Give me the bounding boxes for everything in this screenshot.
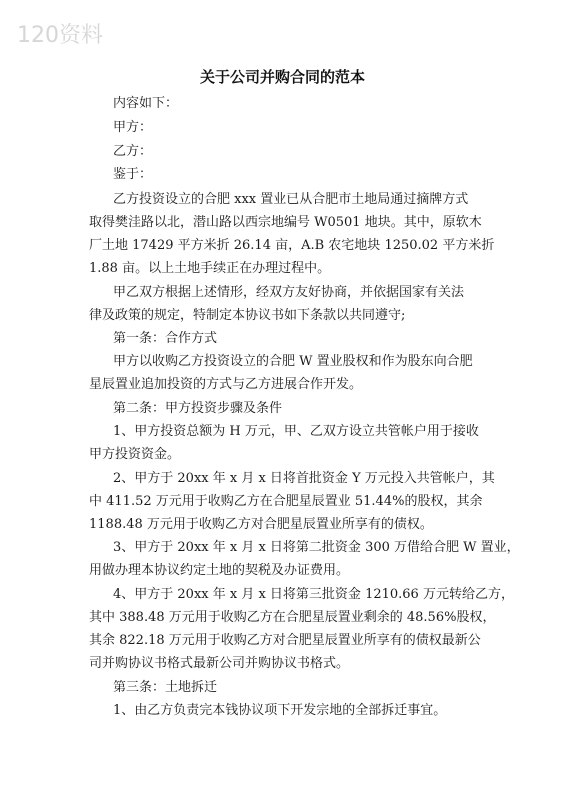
paragraph-line: 甲方以收购乙方投资设立的合肥 W 置业股权和作为股东向合肥 xyxy=(113,354,473,369)
paragraph-line: 1、由乙方负责完本钱协议项下开发宗地的全部拆迁事宜。 xyxy=(113,703,447,718)
paragraph-line: 1.88 亩。以上土地手续正在办理过程中。 xyxy=(89,261,331,276)
article-heading: 第三条：土地拆迁 xyxy=(113,680,218,695)
paragraph-line: 1、甲方投资总额为 H 万元，甲、乙双方设立共管帐户用于接收 xyxy=(113,424,479,439)
paragraph-line: 乙方投资设立的合肥 xxx 置业已从合肥市土地局通过摘牌方式 xyxy=(113,192,469,207)
paragraph-line: 4、甲方于 20xx 年 x 月 x 日将第三批资金 1210.66 万元转给乙方， xyxy=(113,587,514,602)
paragraph-line: 中 411.52 万元用于收购乙方在合肥星辰置业 51.44%的股权，其余 xyxy=(89,494,483,509)
intro-line: 内容如下： xyxy=(113,96,179,111)
paragraph-line: 3、甲方于 20xx 年 x 月 x 日将第二批资金 300 万借给合肥 W 置业， xyxy=(113,540,520,555)
paragraph-line: 1188.48 万元用于收购乙方对合肥星辰置业所享有的债权。 xyxy=(89,517,433,532)
document-title: 关于公司并购合同的范本 xyxy=(199,68,365,86)
paragraph-line: 甲乙双方根据上述情形，经双方友好协商，并依据国家有关法 xyxy=(113,285,465,300)
party-b-line: 乙方： xyxy=(113,144,153,159)
paragraph-line: 厂土地 17429 平方米折 26.14 亩，A.B 农宅地块 1250.02 平方米折 xyxy=(89,238,495,253)
paragraph-line: 甲方投资资金。 xyxy=(89,447,181,462)
watermark-logo: 120资料 xyxy=(17,23,103,48)
article-heading: 第二条：甲方投资步骤及条件 xyxy=(113,401,283,416)
whereas-line: 鉴于： xyxy=(113,167,153,182)
paragraph-line: 律及政策的规定，特制定本协议书如下条款以共同遵守; xyxy=(89,308,406,323)
paragraph-line: 用做办理本协议约定土地的契税及办证费用。 xyxy=(89,563,350,578)
party-a-line: 甲方： xyxy=(113,120,153,135)
article-heading: 第一条：合作方式 xyxy=(113,331,218,346)
paragraph-line: 其余 822.18 万元用于收购乙方对合肥星辰置业所享有的债权最新公 xyxy=(89,633,481,648)
paragraph-line: 取得樊洼路以北，潜山路以西宗地编号 W0501 地块。其中，原软木 xyxy=(89,215,482,230)
paragraph-line: 星辰置业追加投资的方式与乙方进展合作开发。 xyxy=(89,377,363,392)
paragraph-line: 2、甲方于 20xx 年 x 月 x 日将首批资金 Y 万元投入共管帐户，其 xyxy=(113,471,495,486)
paragraph-line: 其中 388.48 万元用于收购乙方在合肥星辰置业剩余的 48.56%股权， xyxy=(89,610,496,625)
paragraph-line: 司并购协议书格式最新公司并购协议书格式。 xyxy=(89,656,350,671)
